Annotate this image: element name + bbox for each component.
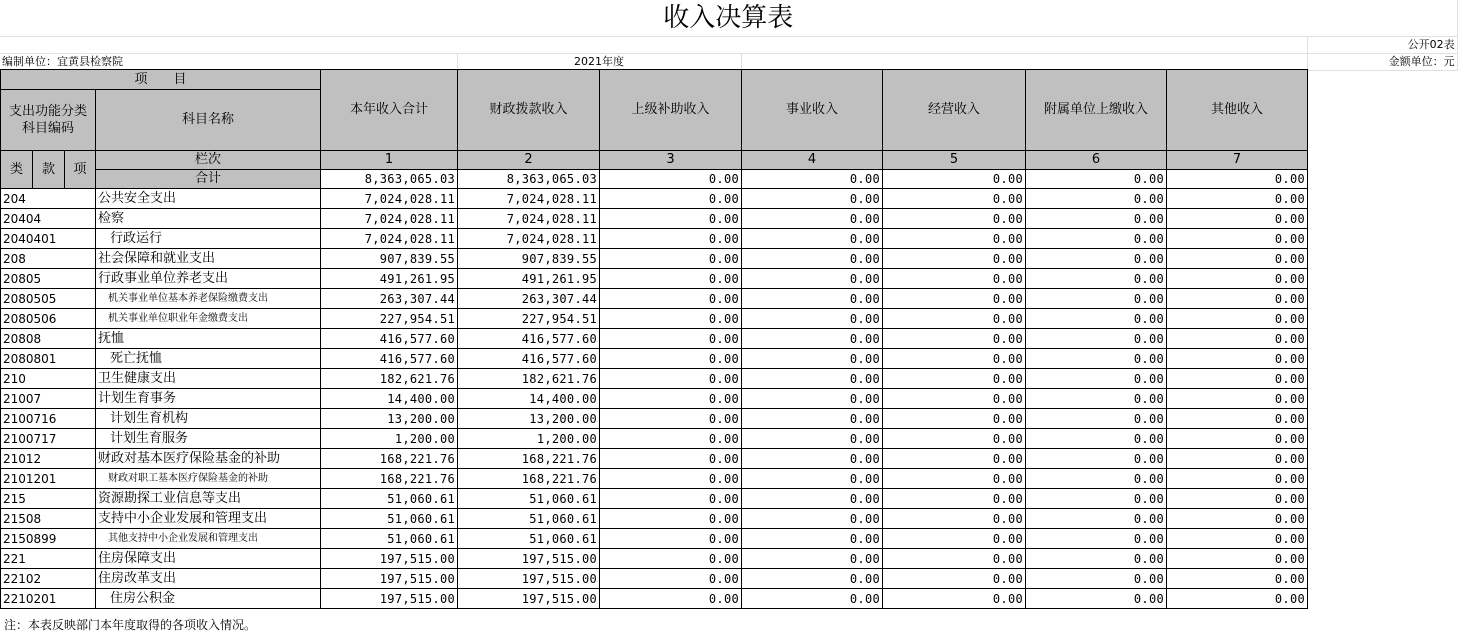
lanci-header: 栏次: [96, 151, 321, 170]
col-header: 经营收入: [883, 70, 1026, 151]
cell: 0.00: [600, 289, 742, 309]
cell: 0.00: [1167, 269, 1308, 289]
table-row: [1, 529, 1458, 549]
cell: 0.00: [600, 409, 742, 429]
row-code: 20808: [1, 329, 96, 349]
row-name: 计划生育事务: [96, 389, 321, 409]
cell: 0.00: [883, 209, 1026, 229]
table-row: [1, 449, 1458, 469]
col-number: 7: [1167, 151, 1308, 170]
cell: 416,577.60: [321, 329, 458, 349]
cell: 0.00: [742, 269, 883, 289]
cell: 0.00: [1026, 449, 1167, 469]
cell: 197,515.00: [321, 589, 458, 609]
cell: 0.00: [742, 409, 883, 429]
cell: 197,515.00: [458, 569, 600, 589]
cell: 1,200.00: [458, 429, 600, 449]
cell: 0.00: [600, 429, 742, 449]
row-name: 住房改革支出: [96, 569, 321, 589]
cell: 0.00: [742, 329, 883, 349]
row-code: 20404: [1, 209, 96, 229]
row-name: 行政运行: [96, 229, 321, 249]
cell: 7,024,028.11: [321, 209, 458, 229]
cell: 0.00: [883, 569, 1026, 589]
cell: 0.00: [600, 469, 742, 489]
col-number: 6: [1026, 151, 1167, 170]
cell: 0.00: [1167, 589, 1308, 609]
row-name: 其他支持中小企业发展和管理支出: [96, 529, 321, 549]
col-header: 本年收入合计: [321, 70, 458, 151]
cell: 263,307.44: [458, 289, 600, 309]
row-name: 支持中小企业发展和管理支出: [96, 509, 321, 529]
row-name: 住房公积金: [96, 589, 321, 609]
row-name: 抚恤: [96, 329, 321, 349]
row-name: 检察: [96, 209, 321, 229]
cell: 51,060.61: [458, 529, 600, 549]
cell: 0.00: [883, 449, 1026, 469]
cell: 0.00: [1026, 289, 1167, 309]
row-code: 21007: [1, 389, 96, 409]
cell: 0.00: [742, 469, 883, 489]
cell: 0.00: [883, 509, 1026, 529]
table-row: [1, 389, 1458, 409]
cell: 0.00: [1167, 489, 1308, 509]
table-row: [1, 349, 1458, 369]
cell: 0.00: [883, 349, 1026, 369]
cell: 0.00: [742, 529, 883, 549]
cell: 0.00: [1167, 569, 1308, 589]
cell: 0.00: [600, 349, 742, 369]
row-name: 社会保障和就业支出: [96, 249, 321, 269]
cell: 0.00: [742, 289, 883, 309]
row-name: 财政对基本医疗保险基金的补助: [96, 449, 321, 469]
item-header: 项 目: [1, 70, 321, 90]
cell: 263,307.44: [321, 289, 458, 309]
cell: 0.00: [600, 449, 742, 469]
row-name: 机关事业单位基本养老保险缴费支出: [96, 289, 321, 309]
cell: 0.00: [742, 589, 883, 609]
table-row: [1, 189, 1458, 209]
cell: 168,221.76: [458, 449, 600, 469]
name-header: 科目名称: [96, 90, 321, 151]
cell: 416,577.60: [458, 349, 600, 369]
cell: 7,024,028.11: [458, 209, 600, 229]
cell: 0.00: [883, 529, 1026, 549]
row-code: 215: [1, 489, 96, 509]
total-cell: 0.00: [883, 170, 1026, 189]
row-name: 财政对职工基本医疗保险基金的补助: [96, 469, 321, 489]
cell: 0.00: [742, 449, 883, 469]
cell: 51,060.61: [458, 509, 600, 529]
cell: 0.00: [1026, 549, 1167, 569]
row-code: 2100716: [1, 409, 96, 429]
cell: 7,024,028.11: [458, 189, 600, 209]
cell: 0.00: [742, 309, 883, 329]
row-code: 208: [1, 249, 96, 269]
cell: 0.00: [883, 229, 1026, 249]
cell: 0.00: [1167, 469, 1308, 489]
cell: 51,060.61: [321, 489, 458, 509]
cell: 0.00: [1167, 289, 1308, 309]
table-row: [1, 429, 1458, 449]
cell: 182,621.76: [458, 369, 600, 389]
cell: 0.00: [1167, 529, 1308, 549]
cell: 491,261.95: [458, 269, 600, 289]
cell: 0.00: [742, 389, 883, 409]
cell: 0.00: [883, 329, 1026, 349]
cell: 14,400.00: [321, 389, 458, 409]
cell: 13,200.00: [321, 409, 458, 429]
row-code: 221: [1, 549, 96, 569]
total-cell: 8,363,065.03: [458, 170, 600, 189]
row-code: 20805: [1, 269, 96, 289]
cell: 0.00: [600, 249, 742, 269]
cell: 0.00: [742, 349, 883, 369]
cell: 0.00: [883, 429, 1026, 449]
cell: 0.00: [1026, 429, 1167, 449]
cell: 416,577.60: [458, 329, 600, 349]
row-code: 210: [1, 369, 96, 389]
cell: 0.00: [742, 209, 883, 229]
cell: 0.00: [1167, 429, 1308, 449]
total-cell: 8,363,065.03: [321, 170, 458, 189]
reporting-unit: 编制单位：宜黄县检察院: [0, 54, 457, 71]
col-header: 上级补助收入: [600, 70, 742, 151]
cell: 197,515.00: [458, 589, 600, 609]
cell: 51,060.61: [458, 489, 600, 509]
row-name: 计划生育机构: [96, 409, 321, 429]
row-code: 2080506: [1, 309, 96, 329]
total-cell: 0.00: [1167, 170, 1308, 189]
code-group-header: 支出功能分类科目编码: [1, 90, 96, 151]
cell: 0.00: [742, 429, 883, 449]
cell: 0.00: [742, 249, 883, 269]
row-code: 2100717: [1, 429, 96, 449]
cell: 0.00: [1167, 209, 1308, 229]
cell: 0.00: [1167, 389, 1308, 409]
cell: 51,060.61: [321, 529, 458, 549]
cell: 0.00: [1167, 549, 1308, 569]
row-name: 住房保障支出: [96, 549, 321, 569]
table-row: [1, 509, 1458, 529]
cell: 168,221.76: [458, 469, 600, 489]
cell: 0.00: [600, 189, 742, 209]
col-number: 5: [883, 151, 1026, 170]
cell: 0.00: [742, 369, 883, 389]
table-row: [1, 549, 1458, 569]
cell: 0.00: [1167, 349, 1308, 369]
cell: 0.00: [600, 369, 742, 389]
form-number: 公开02表: [1307, 37, 1457, 54]
cell: 0.00: [1026, 349, 1167, 369]
cell: 168,221.76: [321, 469, 458, 489]
cell: 907,839.55: [458, 249, 600, 269]
cell: 0.00: [1026, 209, 1167, 229]
cell: 0.00: [883, 389, 1026, 409]
row-code: 2210201: [1, 589, 96, 609]
cell: 197,515.00: [321, 569, 458, 589]
row-name: 公共安全支出: [96, 189, 321, 209]
cell: 0.00: [600, 229, 742, 249]
table-row: [1, 229, 1458, 249]
cell: 0.00: [600, 529, 742, 549]
cell: 0.00: [883, 489, 1026, 509]
cell: 0.00: [600, 269, 742, 289]
table-row: [1, 269, 1458, 289]
cell: 197,515.00: [458, 549, 600, 569]
total-label: 合计: [96, 170, 321, 189]
cell: 0.00: [742, 549, 883, 569]
col-number: 3: [600, 151, 742, 170]
fiscal-year: 2021年度: [457, 54, 741, 71]
cell: 182,621.76: [321, 369, 458, 389]
table-row: [1, 329, 1458, 349]
lei-header: 类: [1, 151, 33, 189]
cell: 0.00: [1026, 269, 1167, 289]
cell: 227,954.51: [321, 309, 458, 329]
cell: 1,200.00: [321, 429, 458, 449]
cell: 0.00: [1167, 449, 1308, 469]
row-code: 21012: [1, 449, 96, 469]
row-code: 2080505: [1, 289, 96, 309]
cell: 168,221.76: [321, 449, 458, 469]
row-code: 2101201: [1, 469, 96, 489]
cell: 0.00: [742, 489, 883, 509]
col-header: 财政拨款收入: [458, 70, 600, 151]
total-cell: 0.00: [742, 170, 883, 189]
cell: 491,261.95: [321, 269, 458, 289]
cell: 0.00: [883, 289, 1026, 309]
table-row: [1, 309, 1458, 329]
cell: 14,400.00: [458, 389, 600, 409]
cell: 0.00: [600, 209, 742, 229]
cell: 0.00: [883, 469, 1026, 489]
cell: 0.00: [883, 249, 1026, 269]
cell: 0.00: [742, 189, 883, 209]
row-name: 资源勘探工业信息等支出: [96, 489, 321, 509]
row-code: 2150899: [1, 529, 96, 549]
cell: 0.00: [883, 309, 1026, 329]
row-code: 21508: [1, 509, 96, 529]
kuan-header: 款: [33, 151, 65, 189]
cell: 0.00: [1026, 309, 1167, 329]
table-row: [1, 289, 1458, 309]
cell: 0.00: [1167, 189, 1308, 209]
cell: 0.00: [1167, 229, 1308, 249]
table-row: [1, 209, 1458, 229]
cell: 0.00: [600, 329, 742, 349]
cell: 0.00: [883, 589, 1026, 609]
cell: 0.00: [742, 509, 883, 529]
sheet-header: [0, 0, 1458, 71]
row-code: 22102: [1, 569, 96, 589]
col-header: 其他收入: [1167, 70, 1308, 151]
cell: 0.00: [742, 569, 883, 589]
table-row: [1, 369, 1458, 389]
page-title: 收入决算表: [0, 0, 1457, 37]
cell: 0.00: [1167, 309, 1308, 329]
cell: 0.00: [600, 509, 742, 529]
cell: 0.00: [883, 549, 1026, 569]
cell: 416,577.60: [321, 349, 458, 369]
xiang-header: 项: [65, 151, 96, 189]
col-number: 2: [458, 151, 600, 170]
cell: 227,954.51: [458, 309, 600, 329]
income-table: [0, 69, 1458, 609]
cell: 0.00: [600, 309, 742, 329]
cell: 0.00: [883, 409, 1026, 429]
table-row: [1, 249, 1458, 269]
cell: 0.00: [1167, 409, 1308, 429]
cell: 907,839.55: [321, 249, 458, 269]
cell: 0.00: [883, 269, 1026, 289]
cell: 0.00: [600, 549, 742, 569]
cell: 0.00: [1026, 329, 1167, 349]
row-name: 计划生育服务: [96, 429, 321, 449]
row-code: 204: [1, 189, 96, 209]
cell: 0.00: [883, 369, 1026, 389]
cell: 197,515.00: [321, 549, 458, 569]
table-row: [1, 469, 1458, 489]
cell: 0.00: [1167, 369, 1308, 389]
cell: 0.00: [600, 569, 742, 589]
cell: 0.00: [742, 229, 883, 249]
total-cell: 0.00: [1026, 170, 1167, 189]
row-name: 行政事业单位养老支出: [96, 269, 321, 289]
cell: 0.00: [1026, 229, 1167, 249]
col-number: 1: [321, 151, 458, 170]
cell: 0.00: [1026, 569, 1167, 589]
footnote: 注：本表反映部门本年度取得的各项收入情况。: [4, 618, 257, 632]
cell: 7,024,028.11: [321, 189, 458, 209]
cell: 0.00: [883, 189, 1026, 209]
col-number: 4: [742, 151, 883, 170]
row-code: 2040401: [1, 229, 96, 249]
cell: 0.00: [600, 389, 742, 409]
row-name: 死亡抚恤: [96, 349, 321, 369]
table-row: [1, 589, 1458, 609]
cell: 7,024,028.11: [321, 229, 458, 249]
col-header: 事业收入: [742, 70, 883, 151]
cell: 51,060.61: [321, 509, 458, 529]
cell: 13,200.00: [458, 409, 600, 429]
cell: 0.00: [1167, 329, 1308, 349]
cell: 0.00: [1026, 509, 1167, 529]
cell: 0.00: [600, 489, 742, 509]
table-row: [1, 489, 1458, 509]
cell: 7,024,028.11: [458, 229, 600, 249]
row-name: 卫生健康支出: [96, 369, 321, 389]
cell: 0.00: [1026, 369, 1167, 389]
col-header: 附属单位上缴收入: [1026, 70, 1167, 151]
cell: 0.00: [1026, 529, 1167, 549]
table-row: [1, 409, 1458, 429]
cell: 0.00: [600, 589, 742, 609]
cell: 0.00: [1026, 189, 1167, 209]
cell: 0.00: [1026, 409, 1167, 429]
row-code: 2080801: [1, 349, 96, 369]
cell: 0.00: [1026, 389, 1167, 409]
cell: 0.00: [1167, 249, 1308, 269]
cell: 0.00: [1026, 589, 1167, 609]
cell: 0.00: [1026, 489, 1167, 509]
cell: 0.00: [1026, 249, 1167, 269]
total-cell: 0.00: [600, 170, 742, 189]
table-row: [1, 569, 1458, 589]
currency-unit: 金额单位：元: [1307, 54, 1457, 71]
row-name: 机关事业单位职业年金缴费支出: [96, 309, 321, 329]
cell: 0.00: [1026, 469, 1167, 489]
cell: 0.00: [1167, 509, 1308, 529]
